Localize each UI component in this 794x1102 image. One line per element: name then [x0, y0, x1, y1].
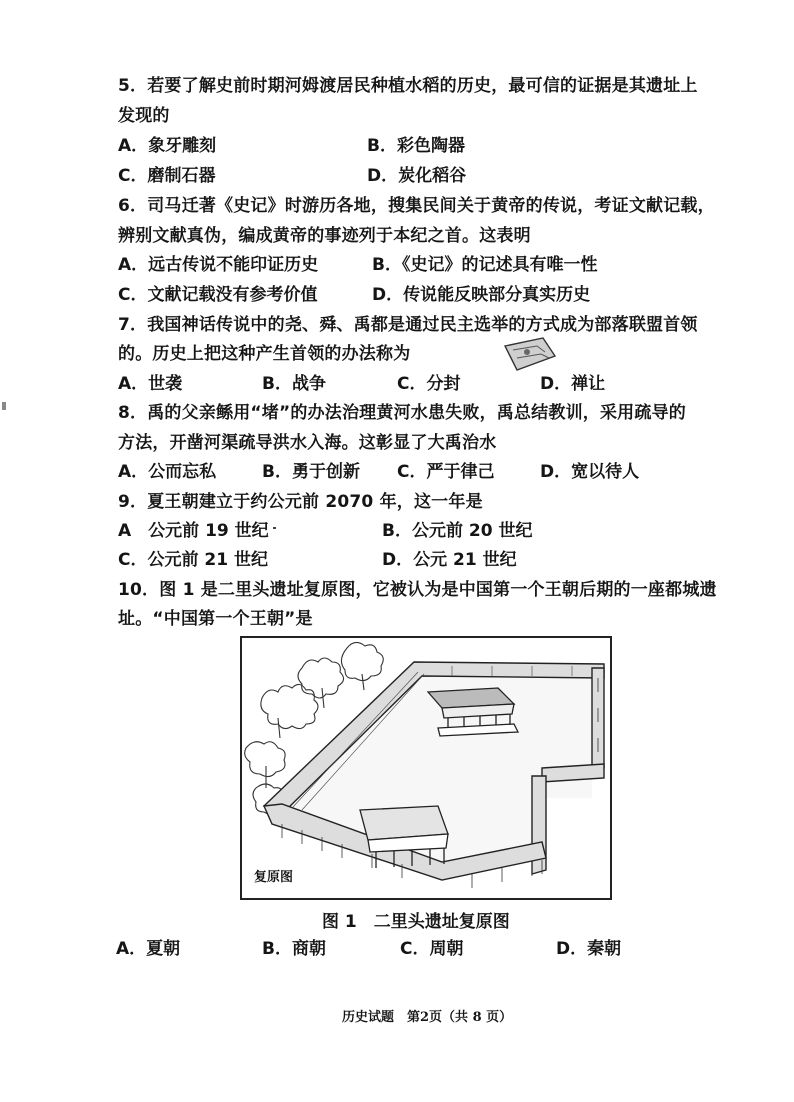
q6-option-a: A．远古传说不能印证历史: [118, 255, 319, 275]
q5-stem-line2: 发现的: [118, 106, 170, 126]
q9-option-d: D．公元 21 世纪: [382, 550, 517, 570]
q9-option-b: B．公元前 20 世纪: [382, 521, 533, 541]
erlitou-reconstruction-figure: [240, 636, 612, 900]
q7-stem-line1: 7．我国神话传说中的尧、舜、禹都是通过民主选举的方式成为部落联盟首领: [118, 315, 698, 335]
page-footer: 历史试题 第2页（共 8 页）: [342, 1010, 513, 1025]
q10-option-c: C．周朝: [400, 939, 464, 959]
stray-dot: [273, 527, 276, 529]
margin-speck: [2, 402, 6, 410]
q5-option-a: A．象牙雕刻: [118, 136, 217, 156]
q10-stem-line2: 址。“中国第一个王朝”是: [118, 609, 313, 629]
q8-option-b: B．勇于创新: [262, 462, 360, 482]
q5-stem-line1: 5．若要了解史前时期河姆渡居民种植水稻的历史，最可信的证据是其遗址上: [118, 76, 698, 96]
q9-option-a: A 公元前 19 世纪: [118, 521, 269, 541]
q8-option-d: D．宽以待人: [540, 462, 640, 482]
q8-option-c: C．严于律己: [397, 462, 495, 482]
q7-option-c: C．分封: [397, 374, 461, 394]
q6-option-d: D．传说能反映部分真实历史: [372, 285, 591, 305]
q7-stem-line2: 的。历史上把这种产生首领的办法称为: [118, 344, 411, 364]
q6-stem-line2: 辨别文献真伪，编成黄帝的事迹列于本纪之首。这表明: [118, 226, 531, 246]
q6-stem-line1: 6．司马迁著《史记》时游历各地，搜集民间关于黄帝的传说，考证文献记载，: [118, 196, 715, 216]
erlitou-palace-drawing: [242, 638, 610, 898]
q7-option-a: A．世袭: [118, 374, 183, 394]
q10-option-b: B．商朝: [262, 939, 326, 959]
figure-caption: 图 1 二里头遗址复原图: [322, 912, 510, 932]
q10-option-d: D．秦朝: [556, 939, 622, 959]
q6-option-b: B．《史记》的记述具有唯一性: [372, 255, 598, 275]
q8-option-a: A．公而忘私: [118, 462, 217, 482]
q5-option-d: D．炭化稻谷: [367, 166, 467, 186]
paper-scrap-image: [503, 336, 557, 376]
q5-option-b: B．彩色陶器: [367, 136, 465, 156]
figure-inner-label: 复原图: [252, 866, 295, 885]
q7-option-b: B．战争: [262, 374, 326, 394]
q5-option-c: C．磨制石器: [118, 166, 216, 186]
q8-stem-line1: 8．禹的父亲鲧用“堵”的办法治理黄河水患失败，禹总结教训，采用疏导的: [118, 403, 686, 423]
q7-option-d: D．禅让: [540, 374, 606, 394]
q8-stem-line2: 方法，开凿河渠疏导洪水入海。这彰显了大禹治水: [118, 433, 497, 453]
q10-stem-line1: 10．图 1 是二里头遗址复原图，它被认为是中国第一个王朝后期的一座都城遗: [118, 580, 717, 600]
q10-option-a: A．夏朝: [116, 939, 181, 959]
q9-stem-line1: 9．夏王朝建立于约公元前 2070 年，这一年是: [118, 492, 483, 512]
q9-option-c: C．公元前 21 世纪: [118, 550, 268, 570]
q6-option-c: C．文献记载没有参考价值: [118, 285, 318, 305]
